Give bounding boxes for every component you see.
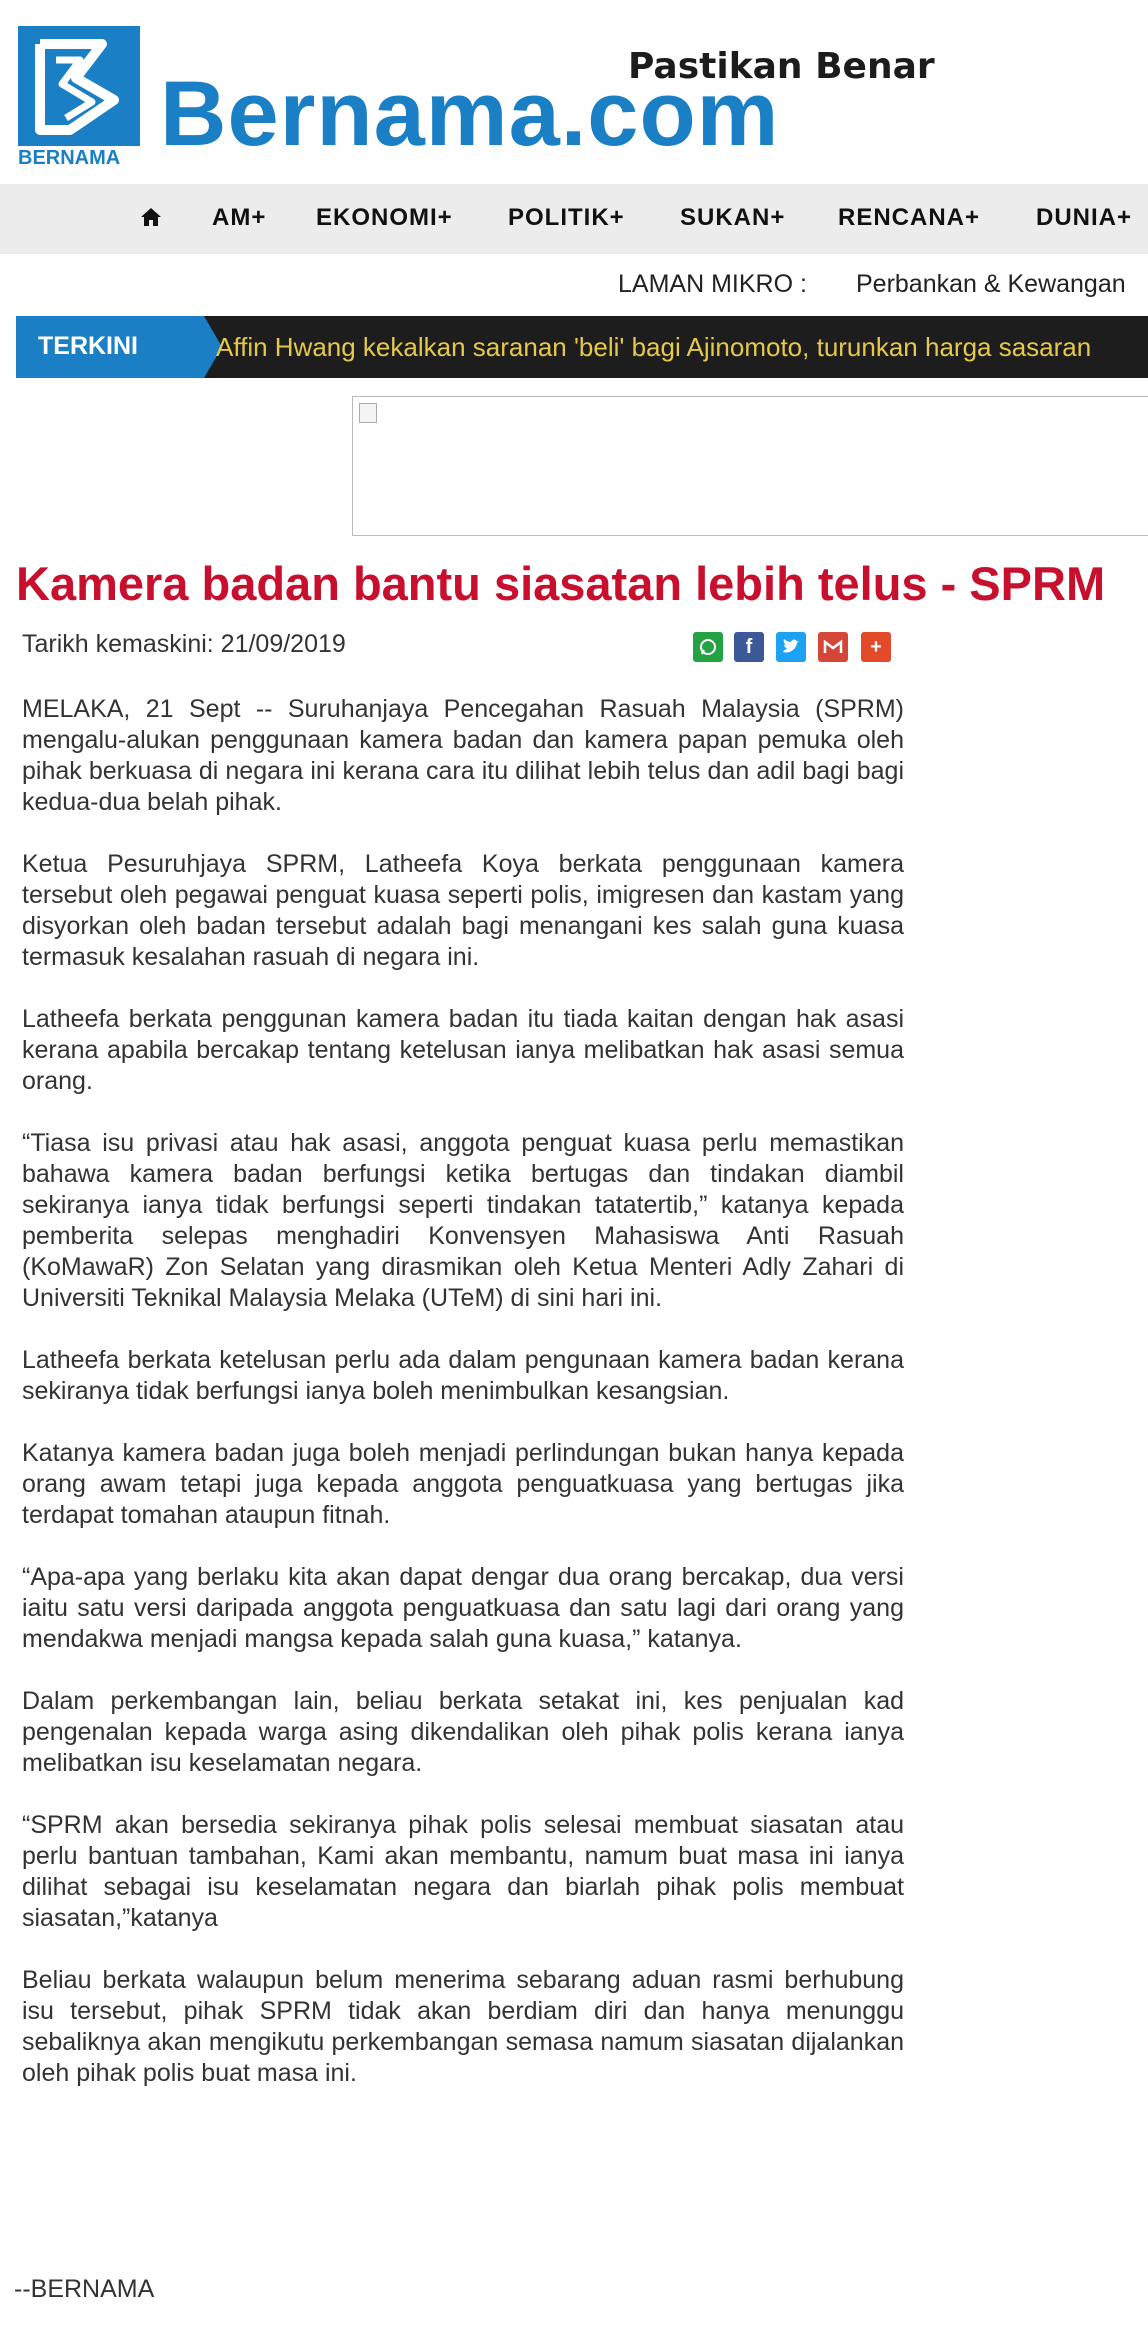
bernama-logo-icon[interactable] <box>18 26 140 146</box>
article-body <box>22 694 904 2120</box>
article-paragraph: Ketua Pesuruhjaya SPRM, Latheefa Koya berkata penggunaan kamera tersebut oleh pegawai penguat kuasa seperti polis, imigresen dan kastam yang disyorkan oleh badan tersebut adalah bagi menangani kes salah guna kuasa termasuk kesalahan rasuah di negara ini. <box>22 850 904 971</box>
article-paragraph: “Tiasa isu privasi atau hak asasi, anggota penguat kuasa perlu memastikan bahawa kamera badan berfungsi ketika bertugas dan tindakan diambil sekiranya ianya tidak berfungsi seperti tindakan tatatertib,” katanya kepada pemberita selepas menghadiri Konvensyen Mahasiswa Anti Rasuah (KoMawaR) Zon Selatan yang dirasmikan oleh Ketua Menteri Adly Zahari di Universiti Teknikal Malaysia Melaka (UTeM) di sini hari ini. <box>22 1129 904 1312</box>
nav-item-dunia[interactable]: DUNIA+ <box>1036 204 1133 231</box>
article-paragraph: “Apa-apa yang berlaku kita akan dapat dengar dua orang bercakap, dua versi iaitu satu versi daripada anggota penguatkuasa dan satu lagi dari orang yang mendakwa menjadi mangsa kepada salah guna kuasa,” katanya. <box>22 1563 904 1653</box>
article-date: Tarikh kemaskini: 21/09/2019 <box>22 630 346 658</box>
facebook-icon[interactable]: f <box>734 632 764 662</box>
news-ticker <box>16 316 1148 378</box>
article-paragraph: Dalam perkembangan lain, beliau berkata setakat ini, kes penjualan kad pengenalan kepada warga asing dikendalikan oleh pihak polis kerana ianya melibatkan isu keselamatan negara. <box>22 1687 904 1777</box>
article-paragraph: Beliau berkata walaupun belum menerima sebarang aduan rasmi berhubung isu tersebut, pihak SPRM tidak akan berdiam diri dan hanya menunggu sebaliknya akan mengikutu perkembangan semasa namum siasatan dijalankan oleh pihak polis buat masa ini. <box>22 1966 904 2087</box>
article-paragraph: Katanya kamera badan juga boleh menjadi perlindungan bukan hanya kepada orang awam tetapi juga kepada anggota penguatkuasa yang bertugas jika terdapat tomahan ataupun fitnah. <box>22 1439 904 1529</box>
home-icon[interactable] <box>140 206 162 228</box>
twitter-icon[interactable] <box>776 632 806 662</box>
broken-image-icon <box>359 403 377 423</box>
article-paragraph: Latheefa berkata penggunan kamera badan itu tiada kaitan dengan hak asasi kerana apabila bercakap tentang ketelusan ianya melibatkan hak asasi semua orang. <box>22 1005 904 1095</box>
ticker-headline[interactable]: Affin Hwang kekalkan saranan 'beli' bagi Ajinomoto, turunkan harga sasaran <box>216 332 1092 362</box>
article-paragraph: MELAKA, 21 Sept -- Suruhanjaya Pencegahan Rasuah Malaysia (SPRM) mengalu-alukan penggunaan kamera badan dan kamera papan pemuka oleh pihak berkuasa di negara ini kerana cara itu dilihat lebih telus dan adil bagi bagi kedua-dua belah pihak. <box>22 695 904 816</box>
whatsapp-icon[interactable] <box>693 632 723 662</box>
gmail-icon[interactable] <box>818 632 848 662</box>
nav-item-politik[interactable]: POLITIK+ <box>508 204 625 231</box>
nav-item-sukan[interactable]: SUKAN+ <box>680 204 786 231</box>
plus-icon[interactable]: + <box>861 632 891 662</box>
site-tagline: Pastikan Benar <box>628 46 935 87</box>
logo-label: BERNAMA <box>18 147 121 169</box>
site-header <box>0 0 1148 180</box>
nav-item-ekonomi[interactable]: EKONOMI+ <box>316 204 453 231</box>
site-name[interactable]: Bernama.com <box>160 63 780 165</box>
micro-link[interactable]: Perbankan & Kewangan <box>856 270 1126 298</box>
ad-banner[interactable] <box>352 396 1148 536</box>
ticker-label: TERKINI <box>16 316 204 378</box>
micro-label: LAMAN MIKRO : <box>618 270 807 298</box>
logo-mark <box>18 26 140 146</box>
article-paragraph: “SPRM akan bersedia sekiranya pihak polis selesai membuat siasatan atau perlu bantuan tambahan, Kami akan membantu, namum buat masa ini ianya dilihat sebagai isu keselamatan negara dan biarlah pihak polis membuat siasatan,”katanya <box>22 1811 904 1932</box>
article-headline: Kamera badan bantu siasatan lebih telus - SPRM <box>16 557 1106 610</box>
nav-item-am[interactable]: AM+ <box>212 204 267 231</box>
article-paragraph: Latheefa berkata ketelusan perlu ada dalam pengunaan kamera badan kerana sekiranya tidak berfungsi ianya boleh menimbulkan kesangsian. <box>22 1346 904 1405</box>
article-byline: --BERNAMA <box>14 2275 155 2303</box>
nav-item-rencana[interactable]: RENCANA+ <box>838 204 981 231</box>
main-nav <box>0 184 1148 254</box>
